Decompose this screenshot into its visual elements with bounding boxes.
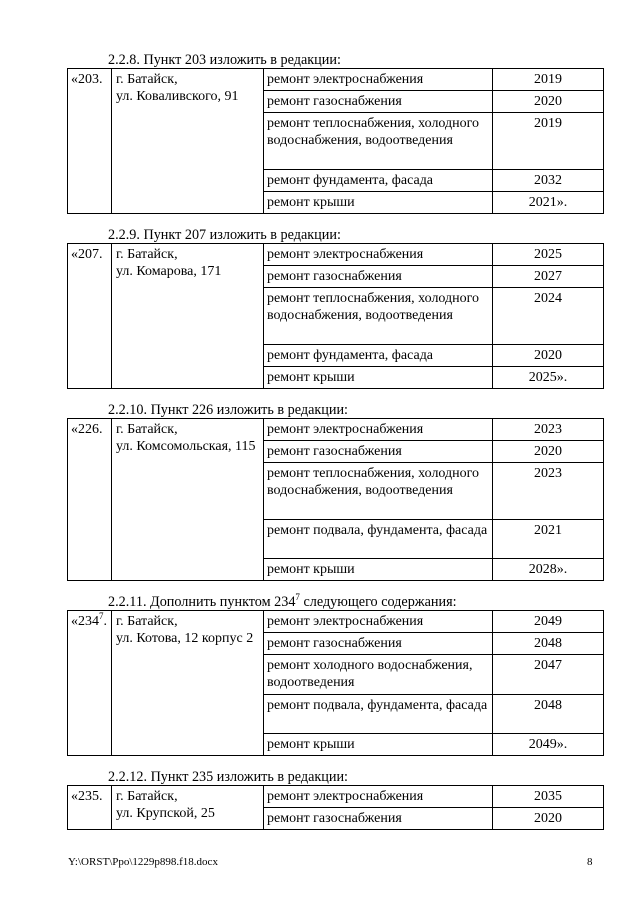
address-street: ул. Коваливского, 91 (116, 89, 239, 104)
year-cell: 2048 (493, 695, 604, 734)
heading-text: 2.2.11. Дополнить пунктом 234 (108, 594, 296, 610)
address-city: г. Батайск, (116, 72, 178, 87)
year-cell: 2021 (493, 520, 604, 559)
work-type-cell: ремонт газоснабжения (264, 441, 493, 463)
year-cell: 2025». (493, 367, 604, 389)
section-heading-2-2-11 (108, 594, 457, 610)
year-cell: 2020 (493, 91, 604, 113)
work-type-cell: ремонт фундамента, фасада (264, 345, 493, 367)
works-table-235 (67, 785, 604, 830)
year-cell: 2023 (493, 463, 604, 520)
year-cell: 2021». (493, 192, 604, 214)
year-cell: 2047 (493, 655, 604, 695)
work-type-cell: ремонт холодного водоснабжения, водоотведения (264, 655, 493, 695)
work-type-cell: ремонт фундамента, фасада (264, 170, 493, 192)
item-number-dot: . (103, 614, 107, 629)
works-table-203 (67, 68, 604, 214)
work-type-cell: ремонт крыши (264, 734, 493, 756)
section-heading-2-2-9: 2.2.9. Пункт 207 изложить в редакции: (108, 227, 341, 243)
work-type-cell: ремонт теплоснабжения, холодного водоснабжения, водоотведения (264, 288, 493, 345)
section-heading-2-2-8: 2.2.8. Пункт 203 изложить в редакции: (108, 52, 341, 68)
section-heading-2-2-12: 2.2.12. Пункт 235 изложить в редакции: (108, 769, 348, 785)
address-city: г. Батайск, (116, 247, 178, 262)
year-cell: 2027 (493, 266, 604, 288)
year-cell: 2023 (493, 419, 604, 441)
work-type-cell: ремонт газоснабжения (264, 808, 493, 830)
work-type-cell: ремонт электроснабжения (264, 611, 493, 633)
address-cell (112, 69, 264, 214)
address-city: г. Батайск, (116, 789, 178, 804)
work-type-cell: ремонт электроснабжения (264, 419, 493, 441)
item-number-text: «234 (71, 614, 99, 629)
superscript: 7 (295, 592, 300, 602)
work-type-cell: ремонт крыши (264, 192, 493, 214)
work-type-cell: ремонт подвала, фундамента, фасада (264, 520, 493, 559)
work-type-cell: ремонт теплоснабжения, холодного водоснабжения, водоотведения (264, 463, 493, 520)
footer-file-path: Y:\ORST\Ppo\1229p898.f18.docx (68, 856, 218, 868)
works-table-207 (67, 243, 604, 389)
item-number: «207. (68, 244, 112, 389)
year-cell: 2035 (493, 786, 604, 808)
item-number: «235. (68, 786, 112, 830)
item-number: «203. (68, 69, 112, 214)
address-street: ул. Крупской, 25 (116, 806, 215, 821)
address-cell (112, 419, 264, 581)
address-cell (112, 786, 264, 830)
year-cell: 2024 (493, 288, 604, 345)
address-city: г. Батайск, (116, 422, 178, 437)
work-type-cell: ремонт электроснабжения (264, 69, 493, 91)
year-cell: 2019 (493, 69, 604, 91)
work-type-cell: ремонт крыши (264, 367, 493, 389)
year-cell: 2020 (493, 808, 604, 830)
works-table-226 (67, 418, 604, 581)
year-cell: 2025 (493, 244, 604, 266)
year-cell: 2032 (493, 170, 604, 192)
section-heading-2-2-10: 2.2.10. Пункт 226 изложить в редакции: (108, 402, 348, 418)
work-type-cell: ремонт подвала, фундамента, фасада (264, 695, 493, 734)
address-street: ул. Комарова, 171 (116, 264, 222, 279)
year-cell: 2049 (493, 611, 604, 633)
work-type-cell: ремонт электроснабжения (264, 786, 493, 808)
address-cell (112, 611, 264, 756)
year-cell: 2048 (493, 633, 604, 655)
work-type-cell: ремонт крыши (264, 559, 493, 581)
year-cell: 2020 (493, 441, 604, 463)
work-type-cell: ремонт электроснабжения (264, 244, 493, 266)
item-number: «226. (68, 419, 112, 581)
address-cell (112, 244, 264, 389)
year-cell: 2019 (493, 113, 604, 170)
work-type-cell: ремонт газоснабжения (264, 91, 493, 113)
year-cell: 2028». (493, 559, 604, 581)
work-type-cell: ремонт газоснабжения (264, 633, 493, 655)
work-type-cell: ремонт теплоснабжения, холодного водоснабжения, водоотведения (264, 113, 493, 170)
item-number (68, 611, 112, 756)
works-table-234-7 (67, 610, 604, 756)
address-city: г. Батайск, (116, 614, 178, 629)
address-street: ул. Котова, 12 корпус 2 (116, 631, 254, 646)
page-number: 8 (587, 856, 593, 868)
work-type-cell: ремонт газоснабжения (264, 266, 493, 288)
heading-text: следующего содержания: (299, 594, 457, 610)
year-cell: 2020 (493, 345, 604, 367)
address-street: ул. Комсомольская, 115 (116, 439, 256, 454)
year-cell: 2049». (493, 734, 604, 756)
superscript: 7 (99, 611, 104, 621)
